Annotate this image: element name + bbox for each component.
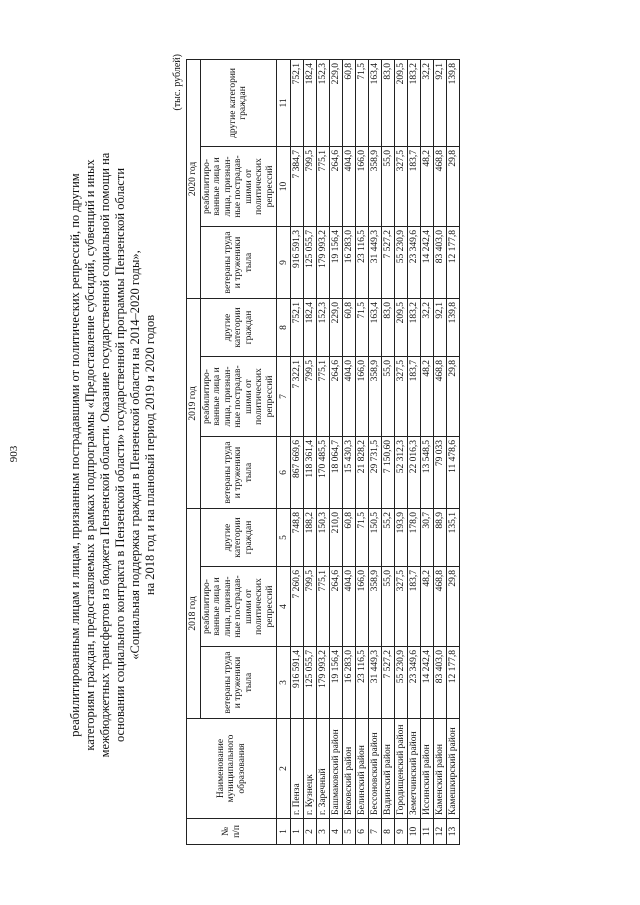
- column-number: 10: [277, 146, 291, 226]
- table-row: [356, 59, 369, 844]
- value-cell: 7 527,2: [382, 647, 395, 719]
- value-cell: 71,5: [356, 508, 369, 566]
- value-cell: 358,9: [369, 146, 382, 226]
- value-cell: 21 828,2: [356, 436, 369, 508]
- header-other: другие категории граждан: [200, 298, 277, 356]
- header-rehabilitated: реабилитиро-ванные лица и лица, признан-ные пострадав-шими от политических репрессий: [200, 356, 277, 436]
- header-veterans: ветераны труда и труженики тыла: [200, 436, 277, 508]
- value-cell: 799,5: [304, 146, 317, 226]
- value-cell: 125 055,7: [304, 647, 317, 719]
- value-cell: 404,0: [343, 356, 356, 436]
- value-cell: 327,5: [395, 356, 408, 436]
- value-cell: 83 403,0: [434, 226, 447, 298]
- heading-line: на 2018 год и на плановый период 2019 и 2020 годов: [143, 314, 157, 596]
- value-cell: 139,8: [447, 59, 460, 146]
- value-cell: 125 055,7: [304, 226, 317, 298]
- municipality-name: Каменский район: [434, 719, 447, 819]
- value-cell: 327,5: [395, 567, 408, 647]
- table-body: [277, 59, 460, 844]
- value-cell: 55 230,9: [395, 647, 408, 719]
- column-numbers-row: [277, 59, 291, 844]
- value-cell: 11 478,6: [447, 436, 460, 508]
- page-number: 903: [8, 445, 20, 463]
- value-cell: 229,0: [330, 59, 343, 146]
- value-cell: 264,6: [330, 356, 343, 436]
- value-cell: 166,0: [356, 567, 369, 647]
- value-cell: 264,6: [330, 567, 343, 647]
- value-cell: 182,4: [304, 298, 317, 356]
- value-cell: 183,7: [408, 146, 421, 226]
- value-cell: 7 260,6: [291, 567, 304, 647]
- municipality-name: Башмаковский район: [330, 719, 343, 819]
- value-cell: 71,5: [356, 298, 369, 356]
- value-cell: 60,8: [343, 508, 356, 566]
- header-municipality: Наименование муниципального образования: [187, 719, 277, 819]
- value-cell: 92,1: [434, 298, 447, 356]
- value-cell: 183,7: [408, 356, 421, 436]
- row-number: 1: [291, 819, 304, 845]
- municipality-name: Вадинский район: [382, 719, 395, 819]
- value-cell: 13 548,5: [421, 436, 434, 508]
- value-cell: 179 993,2: [317, 226, 330, 298]
- value-cell: 88,9: [434, 508, 447, 566]
- value-cell: 52 312,3: [395, 436, 408, 508]
- value-cell: 48,2: [421, 146, 434, 226]
- column-number: 4: [277, 567, 291, 647]
- table-row: [317, 59, 330, 844]
- value-cell: 118 361,4: [304, 436, 317, 508]
- value-cell: 752,1: [291, 59, 304, 146]
- row-number: 3: [317, 819, 330, 845]
- row-number: 8: [382, 819, 395, 845]
- column-number: 6: [277, 436, 291, 508]
- value-cell: 183,7: [408, 567, 421, 647]
- value-cell: 166,0: [356, 146, 369, 226]
- value-cell: 15 430,3: [343, 436, 356, 508]
- value-cell: 71,5: [356, 59, 369, 146]
- value-cell: 752,1: [291, 298, 304, 356]
- header-year-2018: 2018 год: [187, 508, 201, 718]
- value-cell: 468,8: [434, 356, 447, 436]
- value-cell: 775,1: [317, 146, 330, 226]
- value-cell: 775,1: [317, 567, 330, 647]
- table-row: [304, 59, 317, 844]
- document-heading: [68, 45, 158, 865]
- value-cell: 867 669,6: [291, 436, 304, 508]
- header-year-2020: 2020 год: [187, 59, 201, 298]
- value-cell: 7 322,1: [291, 356, 304, 436]
- table-row: [408, 59, 421, 844]
- municipality-name: г. Пенза: [291, 719, 304, 819]
- value-cell: 23 349,6: [408, 647, 421, 719]
- value-cell: 16 283,0: [343, 647, 356, 719]
- value-cell: 188,2: [304, 508, 317, 566]
- value-cell: 468,8: [434, 146, 447, 226]
- value-cell: 150,5: [369, 508, 382, 566]
- value-cell: 163,4: [369, 59, 382, 146]
- value-cell: 83 403,0: [434, 647, 447, 719]
- row-number: 9: [395, 819, 408, 845]
- value-cell: 55,2: [382, 508, 395, 566]
- value-cell: 19 156,4: [330, 647, 343, 719]
- municipality-name: Белинский район: [356, 719, 369, 819]
- value-cell: 775,1: [317, 356, 330, 436]
- value-cell: 404,0: [343, 146, 356, 226]
- municipality-name: Земетчинский район: [408, 719, 421, 819]
- row-number: 11: [421, 819, 434, 845]
- value-cell: 358,9: [369, 567, 382, 647]
- municipality-name: г. Кузнецк: [304, 719, 317, 819]
- value-cell: 183,2: [408, 298, 421, 356]
- value-cell: 29,8: [447, 356, 460, 436]
- value-cell: 170 485,5: [317, 436, 330, 508]
- value-cell: 799,5: [304, 567, 317, 647]
- column-number: 9: [277, 226, 291, 298]
- value-cell: 210,0: [330, 508, 343, 566]
- heading-line: основании социального контракта в Пензенской области» государственной программы Пензенской области: [113, 167, 127, 743]
- value-cell: 16 283,0: [343, 226, 356, 298]
- value-cell: 32,2: [421, 59, 434, 146]
- value-cell: 193,9: [395, 508, 408, 566]
- municipality-name: Иссинский район: [421, 719, 434, 819]
- row-number: 4: [330, 819, 343, 845]
- column-number: 3: [277, 647, 291, 719]
- table-row: [291, 59, 304, 844]
- value-cell: 404,0: [343, 567, 356, 647]
- table-row: [395, 59, 408, 844]
- value-cell: 182,4: [304, 59, 317, 146]
- value-cell: 23 116,5: [356, 226, 369, 298]
- row-number: 12: [434, 819, 447, 845]
- value-cell: 178,0: [408, 508, 421, 566]
- municipality-name: Камешкирский район: [447, 719, 460, 819]
- value-cell: 55,0: [382, 567, 395, 647]
- row-number: 6: [356, 819, 369, 845]
- header-other: другие категории граждан: [200, 508, 277, 566]
- header-rehabilitated: реабилитиро-ванные лица и лица, признан-ные пострадав-шими от политических репрессий: [200, 146, 277, 226]
- municipality-name: Городищенский район: [395, 719, 408, 819]
- heading-line: реабилитированным лицам и лицам, признанным пострадавшими от политических репрессий, по другим: [68, 173, 82, 737]
- value-cell: 14 242,4: [421, 647, 434, 719]
- value-cell: 209,5: [395, 59, 408, 146]
- value-cell: 152,3: [317, 298, 330, 356]
- value-cell: 183,2: [408, 59, 421, 146]
- header-veterans: ветераны труда и труженики тыла: [200, 647, 277, 719]
- value-cell: 12 177,8: [447, 226, 460, 298]
- value-cell: 31 449,3: [369, 647, 382, 719]
- column-number: 5: [277, 508, 291, 566]
- table-row: [382, 59, 395, 844]
- value-cell: 23 116,5: [356, 647, 369, 719]
- value-cell: 30,7: [421, 508, 434, 566]
- value-cell: 152,3: [317, 59, 330, 146]
- value-cell: 139,8: [447, 298, 460, 356]
- municipality-name: г. Заречный: [317, 719, 330, 819]
- value-cell: 31 449,3: [369, 226, 382, 298]
- value-cell: 179 993,2: [317, 647, 330, 719]
- value-cell: 229,0: [330, 298, 343, 356]
- table-row: [330, 59, 343, 844]
- heading-line: категориям граждан, предоставляемых в рамках подпрограммы «Предоставление субсидий, субвенций и иных: [83, 159, 97, 751]
- value-cell: 22 016,3: [408, 436, 421, 508]
- value-cell: 163,4: [369, 298, 382, 356]
- value-cell: 55,0: [382, 146, 395, 226]
- value-cell: 83,0: [382, 298, 395, 356]
- heading-line: межбюджетных трансфертов из бюджета Пензенской области. Оказание государственной социальной помощи на: [98, 152, 112, 758]
- value-cell: 748,8: [291, 508, 304, 566]
- heading-line: «Социальная поддержка граждан в Пензенской области на 2014–2020 годы»,: [128, 250, 142, 660]
- value-cell: 799,5: [304, 356, 317, 436]
- value-cell: 29,8: [447, 146, 460, 226]
- value-cell: 135,1: [447, 508, 460, 566]
- table-row: [343, 59, 356, 844]
- column-number: 7: [277, 356, 291, 436]
- units-label: (тыс. рублей): [172, 54, 183, 111]
- value-cell: 29,8: [447, 567, 460, 647]
- value-cell: 916 591,3: [291, 226, 304, 298]
- header-veterans: ветераны труда и труженики тыла: [200, 226, 277, 298]
- value-cell: 29 731,5: [369, 436, 382, 508]
- value-cell: 7 384,7: [291, 146, 304, 226]
- value-cell: 150,3: [317, 508, 330, 566]
- value-cell: 48,2: [421, 567, 434, 647]
- table-row: [369, 59, 382, 844]
- value-cell: 209,5: [395, 298, 408, 356]
- value-cell: 14 242,4: [421, 226, 434, 298]
- row-number: 5: [343, 819, 356, 845]
- value-cell: 18 064,7: [330, 436, 343, 508]
- value-cell: 358,9: [369, 356, 382, 436]
- column-number: 11: [277, 59, 291, 146]
- table-row: [421, 59, 434, 844]
- value-cell: 327,5: [395, 146, 408, 226]
- header-other: другие категории граждан: [200, 59, 277, 146]
- value-cell: 264,6: [330, 146, 343, 226]
- municipality-name: Бековский район: [343, 719, 356, 819]
- column-number: 8: [277, 298, 291, 356]
- table-row: [434, 59, 447, 844]
- header-year-2019: 2019 год: [187, 298, 201, 508]
- value-cell: 92,1: [434, 59, 447, 146]
- value-cell: 55,0: [382, 356, 395, 436]
- column-number: 2: [277, 719, 291, 819]
- value-cell: 32,2: [421, 298, 434, 356]
- value-cell: 60,8: [343, 298, 356, 356]
- value-cell: 166,0: [356, 356, 369, 436]
- header-rehabilitated: реабилитиро-ванные лица и лица, признан-ные пострадав-шими от политических репрессий: [200, 567, 277, 647]
- value-cell: 468,8: [434, 567, 447, 647]
- value-cell: 83,0: [382, 59, 395, 146]
- row-number: 13: [447, 819, 460, 845]
- value-cell: 79 033: [434, 436, 447, 508]
- value-cell: 7 527,2: [382, 226, 395, 298]
- header-no: № п/п: [187, 819, 277, 845]
- row-number: 7: [369, 819, 382, 845]
- value-cell: 916 591,4: [291, 647, 304, 719]
- column-number: 1: [277, 819, 291, 845]
- data-table: [186, 59, 460, 845]
- row-number: 10: [408, 819, 421, 845]
- value-cell: 48,2: [421, 356, 434, 436]
- table-row: [447, 59, 460, 844]
- row-number: 2: [304, 819, 317, 845]
- value-cell: 12 177,8: [447, 647, 460, 719]
- value-cell: 60,8: [343, 59, 356, 146]
- value-cell: 7 150,60: [382, 436, 395, 508]
- value-cell: 19 156,4: [330, 226, 343, 298]
- value-cell: 55 230,9: [395, 226, 408, 298]
- value-cell: 23 349,6: [408, 226, 421, 298]
- municipality-name: Бессоновский район: [369, 719, 382, 819]
